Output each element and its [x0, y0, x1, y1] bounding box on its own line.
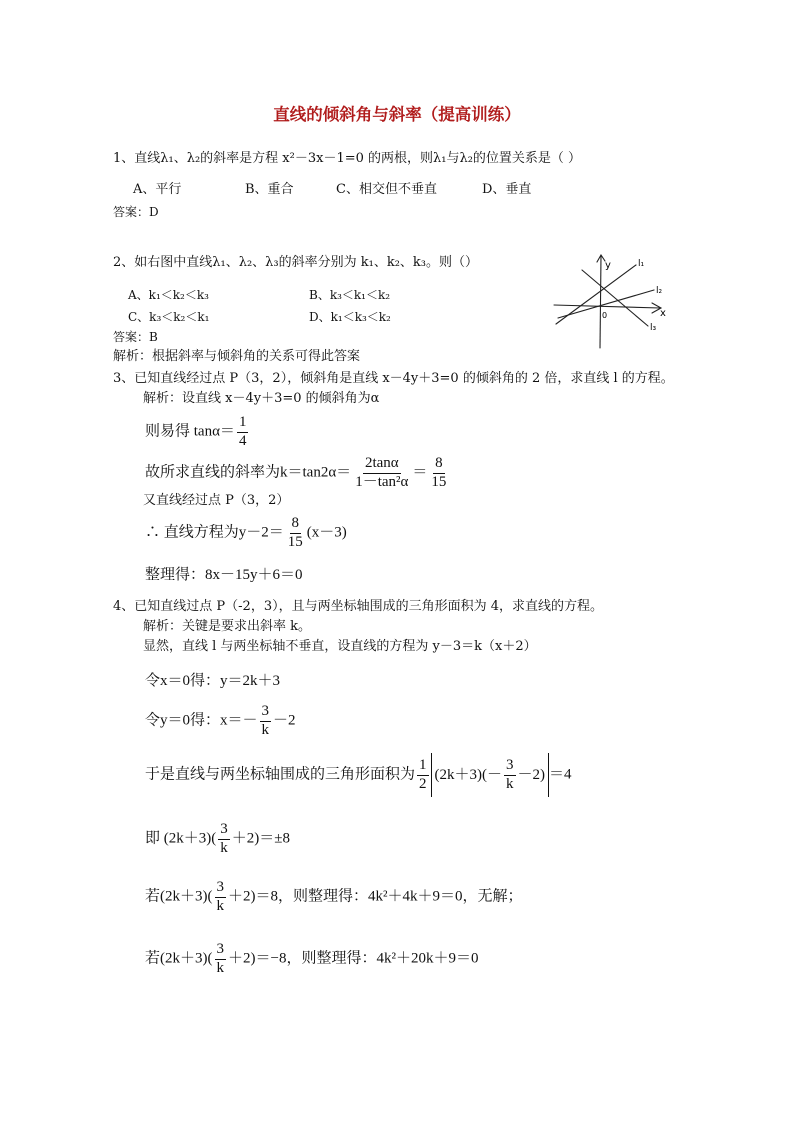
- q2-option-c: C、k₃＜k₂＜k₁: [128, 310, 210, 324]
- q3-slope-prefix: 故所求直线的斜率为k＝tan2α＝: [145, 464, 352, 481]
- figure-label-l1: l₁: [638, 259, 645, 269]
- q4-step4-fraction: [218, 822, 230, 857]
- q2-option-a: A、k₁＜k₂＜k₃: [128, 288, 209, 302]
- y-axis: [600, 256, 601, 348]
- q4-step6: [145, 942, 478, 977]
- q4-step4-prefix: 即: [145, 830, 161, 847]
- q2-analysis: 解析：根据斜率与倾斜角的关系可得此答案: [113, 349, 361, 364]
- q2-answer: 答案：B: [113, 330, 158, 344]
- q4-step3-prefix: 于是直线与两坐标轴围成的三角形面积为: [145, 766, 416, 783]
- q4-analysis: 解析：关键是要求出斜率 k。: [143, 619, 312, 634]
- figure-label-l3: l₃: [650, 323, 657, 333]
- q4-step6-num: 3: [215, 942, 227, 960]
- q3-point-line: 又直线经过点 P（3，2）: [143, 493, 290, 508]
- q3-slope-den2: 15: [431, 473, 447, 490]
- q4-step6-den: k: [216, 959, 224, 976]
- q3-analysis: 解析：设直线 x－4y＋3=0 的倾斜角为α: [143, 391, 380, 406]
- q4-step2: [145, 704, 296, 739]
- q4-step4-a: (2k＋3)(: [163, 830, 217, 847]
- q4-step4: [145, 822, 290, 857]
- q4-step2-num: 3: [260, 704, 272, 722]
- q4-step5-num: 3: [215, 880, 227, 898]
- q3-equation-prefix: ∴ 直线方程为y－2＝: [145, 524, 284, 541]
- q3-result: 整理得：8x－15y＋6＝0: [145, 567, 303, 583]
- q4-step2-prefix: 令y＝0得：x＝－: [145, 712, 258, 729]
- q4-step6-suffix: ＝−8，则整理得：4k²＋20k＋9＝0: [255, 950, 479, 967]
- q1-option-d: D、垂直: [482, 182, 532, 197]
- q4-step4-b: ＋2): [231, 830, 260, 847]
- q2-stem: 2、如右图中直线λ₁、λ₂、λ₃的斜率分别为 k₁、k₂、k₃。则（）: [113, 255, 479, 270]
- q3-stem: 3、已知直线经过点 P（3，2），倾斜角是直线 x－4y＋3=0 的倾斜角的 2 倍，求直线 l 的方程。: [113, 371, 674, 386]
- q3-slope-num1: 2tanα: [363, 456, 401, 474]
- q4-step3: [145, 753, 572, 797]
- q2-option-d: D、k₁＜k₃＜k₂: [309, 310, 391, 324]
- q4-step5-b: ＋2): [228, 888, 256, 905]
- lines-figure: [548, 248, 678, 353]
- q3-equation-num: 8: [290, 516, 302, 534]
- q3-equation-line: [145, 516, 347, 551]
- q4-step2-fraction: [260, 704, 272, 739]
- figure-label-x: x: [660, 308, 666, 319]
- q4-step1: 令x＝0得：y＝2k＋3: [145, 673, 281, 689]
- q4-step5-den: k: [216, 897, 224, 914]
- q1-stem: 1、直线λ₁、λ₂的斜率是方程 x²－3x－1=0 的两根，则λ₁与λ₂的位置关系是（ ）: [113, 151, 582, 166]
- q4-step3-abs: [431, 753, 550, 797]
- q3-tan-den: 4: [238, 432, 247, 449]
- q3-equation-fraction: [286, 516, 305, 551]
- figure-label-y: y: [605, 260, 611, 271]
- q4-step3-suffix: ＝4: [549, 766, 572, 783]
- q1-option-b: B、重合: [245, 182, 294, 197]
- q1-option-c: C、相交但不垂直: [336, 182, 437, 197]
- q1-option-a: A、平行: [133, 182, 182, 197]
- q4-step6-b: ＋2): [228, 950, 256, 967]
- q4-step3-den: k: [506, 776, 514, 793]
- q4-step2-suffix: －2: [273, 712, 296, 729]
- q4-step4-num: 3: [218, 822, 230, 840]
- q4-step3-fraction: [504, 758, 516, 793]
- q3-tan-prefix: 则易得 tanα＝: [145, 423, 235, 440]
- q3-tan-line: [145, 415, 250, 450]
- q4-step3-half-den: 2: [419, 775, 427, 792]
- page-title: 直线的倾斜角与斜率（提高训练）: [273, 105, 521, 124]
- q4-stem: 4、已知直线过点 P（-2，3），且与两坐标轴围成的三角形面积为 4，求直线的方程。: [113, 599, 603, 614]
- q4-step4-den: k: [220, 839, 228, 856]
- x-axis: [554, 305, 660, 308]
- q4-step6-fraction: [215, 942, 227, 977]
- q4-step2-den: k: [261, 721, 270, 738]
- q4-step3-half-num: 1: [417, 758, 429, 776]
- q4-step3-end: －2): [517, 767, 546, 783]
- q2-option-b: B、k₃＜k₁＜k₂: [309, 288, 391, 302]
- q1-answer: 答案：D: [113, 205, 159, 219]
- figure-label-l2: l₂: [656, 286, 663, 296]
- q4-step5-prefix: 若(2k＋3)(: [145, 888, 213, 905]
- q4-step3-mid: (2k＋3)(－: [434, 767, 503, 783]
- q4-step5: [145, 880, 523, 915]
- q4-step5-suffix: ＝8，则整理得：4k²＋4k＋9＝0，无解；: [255, 888, 523, 905]
- q4-step4-suffix: ＝±8: [259, 830, 290, 847]
- q3-tan-num: 1: [237, 415, 249, 433]
- q3-slope-fraction2: [429, 456, 448, 491]
- q3-slope-line: [145, 456, 450, 491]
- q4-step5-fraction: [215, 880, 227, 915]
- q3-slope-num2: 8: [433, 456, 445, 474]
- q3-equation-suffix: (x－3): [306, 524, 347, 541]
- q4-setup-line: 显然，直线 l 与两坐标轴不垂直，设直线的方程为 y－3＝k（x＋2）: [143, 639, 537, 654]
- figure-label-origin: 0: [602, 311, 608, 320]
- q3-slope-fraction1: [353, 456, 410, 491]
- q4-step6-prefix: 若(2k＋3)(: [145, 950, 213, 967]
- q3-slope-equals: ＝: [412, 464, 428, 481]
- q3-equation-den: 15: [287, 533, 303, 550]
- q4-step3-num: 3: [504, 758, 516, 776]
- q3-tan-fraction: [237, 415, 249, 450]
- q4-step3-half: [417, 758, 429, 793]
- q3-slope-den1: 1－tan²α: [355, 473, 409, 490]
